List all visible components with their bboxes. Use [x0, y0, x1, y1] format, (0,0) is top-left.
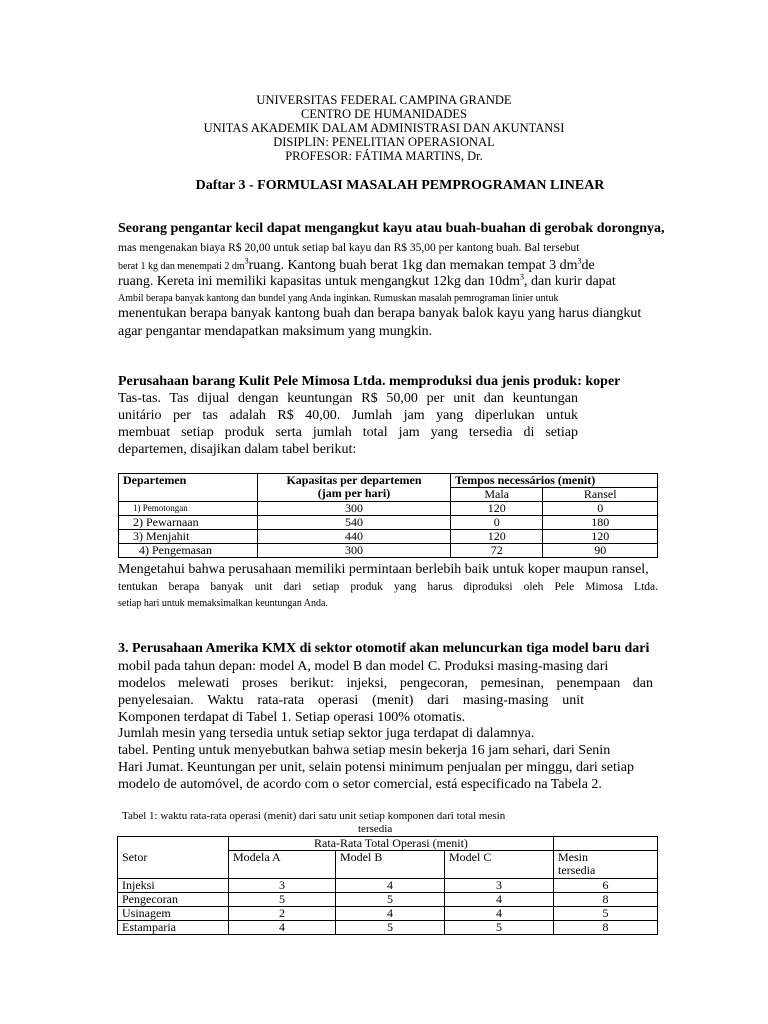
p3-line-8: Hari Jumat. Keuntungan per unit, selain potensi minimum penjualan per minggu, dari setiap [118, 760, 634, 775]
cell-mesin: 5 [554, 907, 658, 921]
cell-setor: Usinagem [118, 907, 229, 921]
cell-b: 4 [336, 907, 445, 921]
p1-line-4a: ruang. Kereta ini memiliki kapasitas untuk mengangkut 12kg dan 10dm [118, 274, 521, 289]
th-mala: Mala [451, 488, 543, 502]
p1-line-6: menentukan berapa banyak kantong buah dan berapa banyak balok kayu yang harus diangkut [118, 306, 642, 321]
p1-line-3-sup2: 3 [577, 256, 582, 266]
cell-setor: Estamparia [118, 921, 229, 935]
cell-c: 5 [445, 921, 554, 935]
table2-caption-line-1: Tabel 1: waktu rata-rata operasi (menit) dari satu unit setiap komponen dari total mesin [122, 810, 506, 822]
cell-c: 4 [445, 907, 554, 921]
p1-line-3-sup: 3 [244, 256, 249, 266]
table-row [118, 879, 658, 893]
table-row [118, 921, 658, 935]
p1-line-3a: berat 1 kg dan menempati 2 dm [118, 261, 245, 272]
cell-mesin: 8 [554, 893, 658, 907]
p2-line-1: Perusahaan barang Kulit Pele Mimosa Ltda. memproduksi dua jenis produk: koper [118, 374, 621, 389]
p2b-line-1: Mengetahui bahwa perusahaan memiliki permintaan berlebih baik untuk koper maupun ransel, [118, 562, 649, 577]
cell-ransel: 120 [543, 530, 658, 544]
table-row [119, 544, 658, 558]
cell-dept: 1) Pemotongan [119, 502, 258, 516]
table-row [119, 516, 658, 530]
cell-c: 4 [445, 893, 554, 907]
p3-line-1: 3. Perusahaan Amerika KMX di sektor otomotif akan meluncurkan tiga model baru dari [118, 641, 650, 656]
cell-b: 4 [336, 879, 445, 893]
p2-line-5: departemen, disajikan dalam tabel berikut: [118, 442, 357, 457]
p1-line-4b: , dan kurir dapat [524, 274, 616, 289]
cell-a: 2 [229, 907, 336, 921]
department-table [118, 473, 658, 558]
header-discipline: DISIPLIN: PENELITIAN OPERASIONAL [273, 135, 495, 149]
th-departemen: Departemen [119, 474, 258, 502]
cell-setor: Injeksi [118, 879, 229, 893]
cell-kap: 440 [258, 530, 451, 544]
cell-a: 3 [229, 879, 336, 893]
th-model-b: Model B [336, 851, 445, 879]
table-row [119, 502, 658, 516]
cell-kap: 540 [258, 516, 451, 530]
cell-kap: 300 [258, 544, 451, 558]
th-model-a: Modela A [229, 851, 336, 879]
p3-line-5: Komponen terdapat di Tabel 1. Setiap operasi 100% otomatis. [118, 710, 466, 725]
th-setor: Setor [118, 837, 229, 879]
th-rata: Rata-Rata Total Operasi (menit) [229, 837, 554, 851]
cell-ransel: 90 [543, 544, 658, 558]
p1-line-3b: ruang. Kantong buah berat 1kg dan memakan tempat 3 dm [248, 258, 578, 273]
cell-ransel: 180 [543, 516, 658, 530]
p2-line-3: unitário per tas adalah R$ 40,00. Jumlah jam yang diperlukan untuk [118, 408, 578, 423]
header-professor: PROFESOR: FÁTIMA MARTINS, Dr. [285, 149, 483, 163]
cell-b: 5 [336, 921, 445, 935]
cell-b: 5 [336, 893, 445, 907]
cell-mesin: 6 [554, 879, 658, 893]
cell-mala: 0 [451, 516, 543, 530]
cell-mala: 72 [451, 544, 543, 558]
p1-line-2: mas mengenakan biaya R$ 20,00 untuk setiap bal kayu dan R$ 35,00 per kantong buah. Bal tersebut [118, 242, 580, 254]
p1-line-4 [118, 273, 616, 291]
th-tempos: Tempos necessários (menit) [451, 474, 658, 488]
cell-dept: 2) Pewarnaan [119, 516, 258, 530]
p1-line-7: agar pengantar mendapatkan maksimum yang mungkin. [118, 324, 433, 339]
page-title: Daftar 3 - FORMULASI MASALAH PEMPROGRAMAN LINEAR [195, 178, 605, 193]
p1-line-4-sup: 3 [520, 272, 525, 282]
cell-dept: 4) Pengemasan [119, 544, 258, 558]
cell-setor: Pengecoran [118, 893, 229, 907]
p1-line-5: Ambil berapa banyak kantong dan bundel yang Anda inginkan. Rumuskan masalah pemrograman linier untuk [118, 293, 559, 304]
th-ransel: Ransel [543, 488, 658, 502]
header-center: CENTRO DE HUMANIDADES [301, 107, 467, 121]
p2-line-4: membuat setiap produk serta jumlah total jam yang tersedia di setiap [118, 425, 578, 440]
cell-mala: 120 [451, 502, 543, 516]
cell-mala: 120 [451, 530, 543, 544]
header-unit: UNITAS AKADEMIK DALAM ADMINISTRASI DAN AKUNTANSI [203, 121, 565, 135]
cell-a: 5 [229, 893, 336, 907]
table-row [119, 530, 658, 544]
th-mesin-blank [554, 837, 658, 851]
cell-mesin: 8 [554, 921, 658, 935]
p3-line-6: Jumlah mesin yang tersedia untuk setiap sektor juga terdapat di dalamnya. [118, 726, 535, 741]
th-mesin: Mesin tersedia [554, 851, 658, 879]
p3-line-9: modelo de automóvel, de acordo com o setor comercial, está especificado na Tabela 2. [118, 777, 602, 792]
p3-line-4: penyelesaian. Waktu rata-rata operasi (menit) dari masing-masing unit [118, 693, 584, 708]
p2-line-2: Tas-tas. Tas dijual dengan keuntungan R$ 50,00 per unit dan keuntungan [118, 391, 578, 406]
th-kapasitas: Kapasitas per departemen (jam per hari) [258, 474, 451, 502]
operation-table [117, 836, 658, 935]
p2b-line-2: tentukan berapa banyak unit dari setiap produk yang harus diproduksi oleh Pele Mimosa Ltda. [118, 581, 658, 593]
p1-line-3c: de [581, 258, 595, 273]
table-row [118, 907, 658, 921]
p3-line-7: tabel. Penting untuk menyebutkan bahwa setiap mesin bekerja 16 jam sehari, dari Senin [118, 743, 611, 758]
p3-line-2: mobil pada tahun depan: model A, model B dan model C. Produksi masing-masing dari [118, 659, 609, 674]
cell-c: 3 [445, 879, 554, 893]
cell-ransel: 0 [543, 502, 658, 516]
cell-kap: 300 [258, 502, 451, 516]
p1-line-1: Seorang pengantar kecil dapat mengangkut kayu atau buah-buahan di gerobak dorongnya, [118, 221, 665, 236]
cell-dept: 3) Menjahit [119, 530, 258, 544]
p3-line-3: modelos melewati proses berikut: injeksi, pengecoran, pemesinan, penempaan dan [118, 676, 653, 691]
table2-caption-line-2: tersedia [358, 823, 393, 835]
th-model-c: Model C [445, 851, 554, 879]
table-row [118, 893, 658, 907]
cell-a: 4 [229, 921, 336, 935]
p2b-line-3: setiap hari untuk memaksimalkan keuntungan Anda. [118, 598, 328, 609]
header-university: UNIVERSITAS FEDERAL CAMPINA GRANDE [256, 93, 512, 107]
